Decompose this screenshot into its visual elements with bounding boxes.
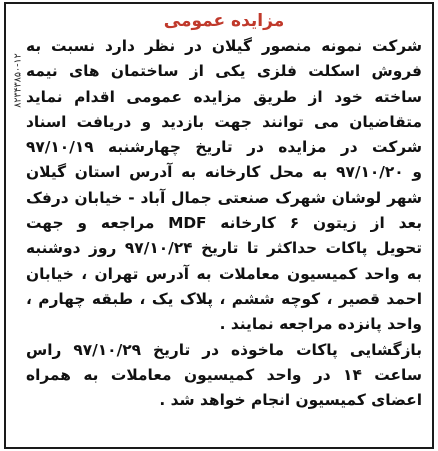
notice-line: اعضای کمیسیون انجام خواهد شد .: [159, 391, 422, 410]
notice-line: احمد قصیر ، کوچه ششم ، پلاک یک ، طبقه چهارم ،: [26, 289, 422, 308]
notice-line: ساعت ۱۴ در واحد کمیسیون معاملات به همراه: [26, 365, 422, 384]
notice-line: متقاضیان می توانند جهت بازدید و دریافت اسناد: [26, 112, 422, 131]
ad-code: [12, 10, 24, 150]
notice-line: تحویل پاکات حداکثر تا تاریخ ۹۷/۱۰/۲۴ روز دوشنبه: [26, 239, 422, 258]
notice-line: شرکت نمونه منصور گیلان در نظر دارد نسبت به: [26, 37, 422, 55]
notice-line: واحد پانزده مراجعه نمایند .: [219, 315, 422, 334]
notice-line: شهر لوشان شهرک صنعتی جمال آباد - خیابان درفک: [26, 188, 422, 207]
notice-line: شرکت در مزایده در تاریخ چهارشنبه ۹۷/۱۰/۱۹: [26, 138, 422, 157]
notice-line: و ۹۷/۱۰/۲۰ به محل کارخانه به آدرس استان گیلان: [26, 163, 422, 182]
auction-notice: [4, 2, 434, 449]
notice-line: بعد از زیتون ۶ کارخانه MDF مراجعه و جهت: [26, 214, 422, 233]
notice-line: فروش اسکلت فلزی یکی از ساختمان های نیمه: [26, 62, 422, 81]
notice-line: ساخته خود از طریق مزایده عمومی اقدام نماید: [26, 87, 422, 106]
notice-body: [26, 34, 422, 413]
ad-code-text: ۸۲۳۴۳۸۵۰-۱۲: [12, 52, 24, 108]
notice-title: مزایده عمومی: [163, 11, 285, 31]
notice-line: بازگشایی پاکات ماخوذه در تاریخ ۹۷/۱۰/۲۹ راس: [26, 340, 422, 359]
notice-line: به واحد کمیسیون معاملات به آدرس تهران ، خیابان: [26, 264, 422, 283]
